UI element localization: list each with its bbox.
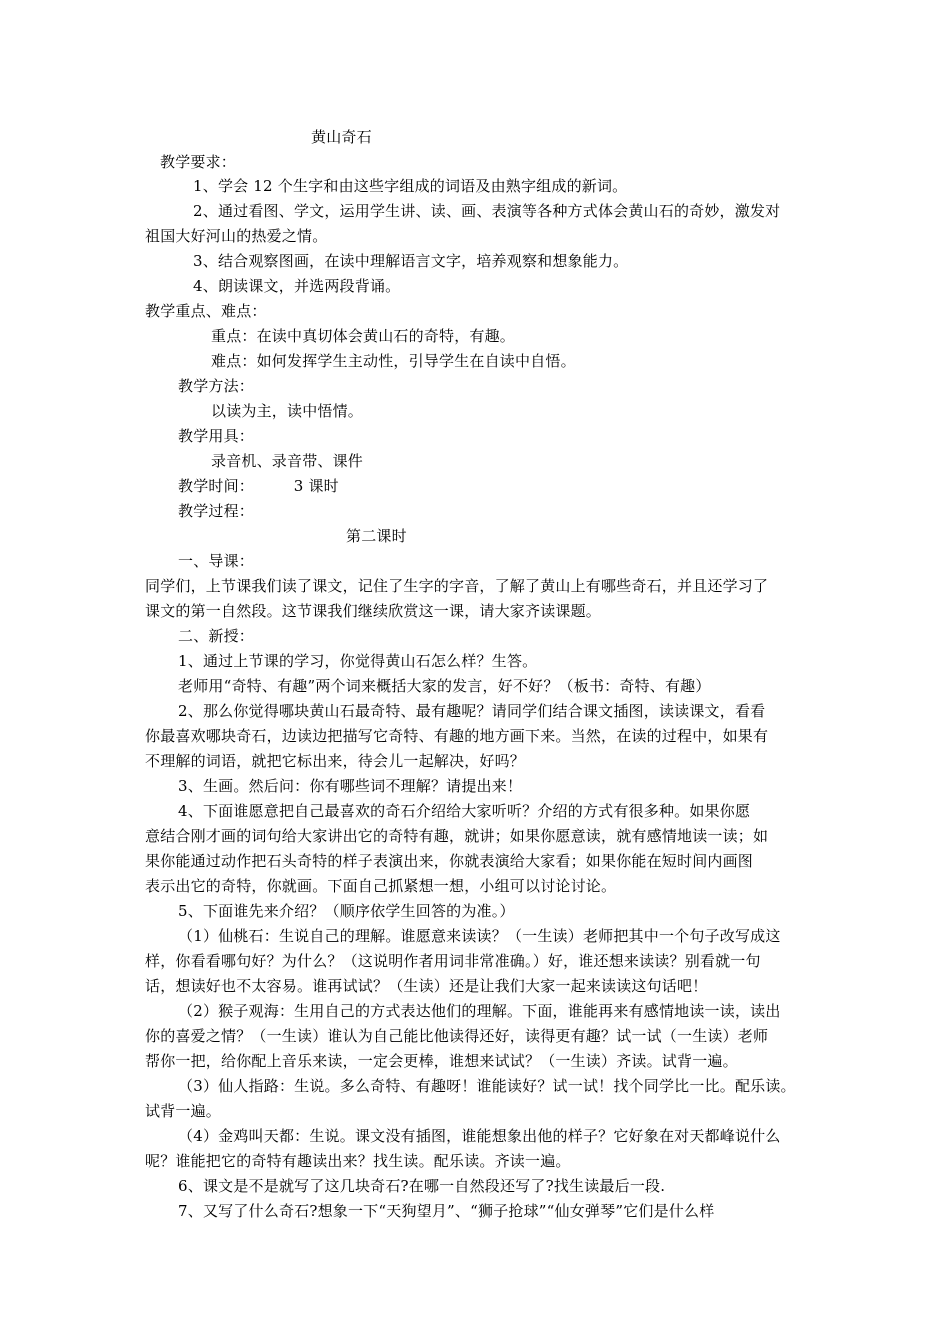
paragraph-line: 7、又写了什么奇石?想象一下“天狗望月”、“狮子抢球”“仙女弹琴”它们是什么样 [178,1202,715,1220]
paragraph-line: 1、通过上节课的学习，你觉得黄山石怎么样？生答。 [178,652,538,670]
paragraph-line: 3、结合观察图画，在读中理解语言文字，培养观察和想象能力。 [193,252,629,270]
paragraph-line: （1）仙桃石：生说自己的理解。谁愿意来读读？（一生读）老师把其中一个句子改写成这 [178,927,781,945]
paragraph-line: 果你能通过动作把石头奇特的样子表演出来，你就表演给大家看；如果你能在短时间内画图 [145,852,754,870]
paragraph-line: 重点：在读中真切体会黄山石的奇特，有趣。 [211,327,516,345]
paragraph-line: 3、生画。然后问：你有哪些词不理解？请提出来！ [178,777,523,795]
paragraph-line: （2）猴子观海：生用自己的方式表达他们的理解。下面，谁能再来有感情地读一读，读出 [178,1002,781,1020]
paragraph-line: 你最喜欢哪块奇石，边读边把描写它奇特、有趣的地方画下来。当然，在读的过程中，如果有 [145,727,769,745]
section-heading: 二、新授： [178,627,255,645]
section-heading: 教学时间： 3 课时 [178,477,339,495]
paragraph-line: 以读为主，读中悟情。 [211,402,364,420]
paragraph-line: （4）金鸡叫天都：生说。课文没有插图，谁能想象出他的样子？它好象在对天都峰说什么 [178,1127,781,1145]
paragraph-line: 意结合刚才画的词句给大家讲出它的奇特有趣，就讲；如果你愿意读，就有感情地读一读；如 [145,827,769,845]
paragraph-line: 不理解的词语，就把它标出来，待会儿一起解决，好吗？ [145,752,526,770]
section-heading: 教学方法： [178,377,255,395]
paragraph-line: 试背一遍。 [145,1102,222,1120]
paragraph-line: 课文的第一自然段。这节课我们继续欣赏这一课，请大家齐读课题。 [145,602,602,620]
paragraph-line: 2、那么你觉得哪块黄山石最奇特、最有趣呢？请同学们结合课文插图，读读课文，看看 [178,702,766,720]
paragraph-line: 难点：如何发挥学生主动性，引导学生在自读中自悟。 [211,352,576,370]
paragraph-line: 样，你看看哪句好？为什么？（这说明作者用词非常准确。）好，谁还想来读读？别看就一句 [145,952,761,970]
section-heading: 教学重点、难点： [145,302,267,320]
paragraph-line: 话，想读好也不太容易。谁再试试？（生读）还是让我们大家一起来读读这句话吧！ [145,977,708,995]
paragraph-line: 呢？谁能把它的奇特有趣读出来？找生读。配乐读。齐读一遍。 [145,1152,571,1170]
paragraph-line: 表示出它的奇特，你就画。下面自己抓紧想一想，小组可以讨论讨论。 [145,877,617,895]
paragraph-line: 2、通过看图、学文，运用学生讲、读、画、表演等各种方式体会黄山石的奇妙，激发对 [193,202,781,220]
paragraph-line: 你的喜爱之情？（一生读）谁认为自己能比他读得还好，读得更有趣？试一试（一生读）老师 [145,1027,769,1045]
paragraph-line: 祖国大好河山的热爱之情。 [145,227,328,245]
paragraph-line: 同学们，上节课我们读了课文，记住了生字的字音，了解了黄山上有哪些奇石，并且还学习了 [145,577,769,595]
section-heading: 教学用具： [178,427,255,445]
paragraph-line: （3）仙人指路：生说。多么奇特、有趣呀！谁能读好？试一试！找个同学比一比。配乐读。 [178,1077,796,1095]
paragraph-line: 5、下面谁先来介绍？（顺序依学生回答的为准。） [178,902,515,920]
section-heading: 教学过程： [178,502,255,520]
paragraph-line: 4、下面谁愿意把自己最喜欢的奇石介绍给大家听听？介绍的方式有很多种。如果你愿 [178,802,751,820]
paragraph-line: 老师用“奇特、有趣”两个词来概括大家的发言，好不好？（板书：奇特、有趣） [178,677,711,695]
paragraph-line: 4、朗读课文，并选两段背诵。 [193,277,401,295]
paragraph-line: 帮你一把，给你配上音乐来读，一定会更棒，谁想来试试？（一生读）齐读。试背一遍。 [145,1052,738,1070]
document-title: 黄山奇石 [311,128,372,146]
lesson-heading: 第二课时 [346,527,407,545]
section-heading: 一、导课： [178,552,255,570]
paragraph-line: 1、学会 12 个生字和由这些字组成的词语及由熟字组成的新词。 [193,177,628,195]
paragraph-line: 6、课文是不是就写了这几块奇石?在哪一自然段还写了?找生读最后一段. [178,1177,666,1195]
paragraph-line: 教学要求： [160,153,237,171]
paragraph-line: 录音机、录音带、课件 [211,452,364,470]
